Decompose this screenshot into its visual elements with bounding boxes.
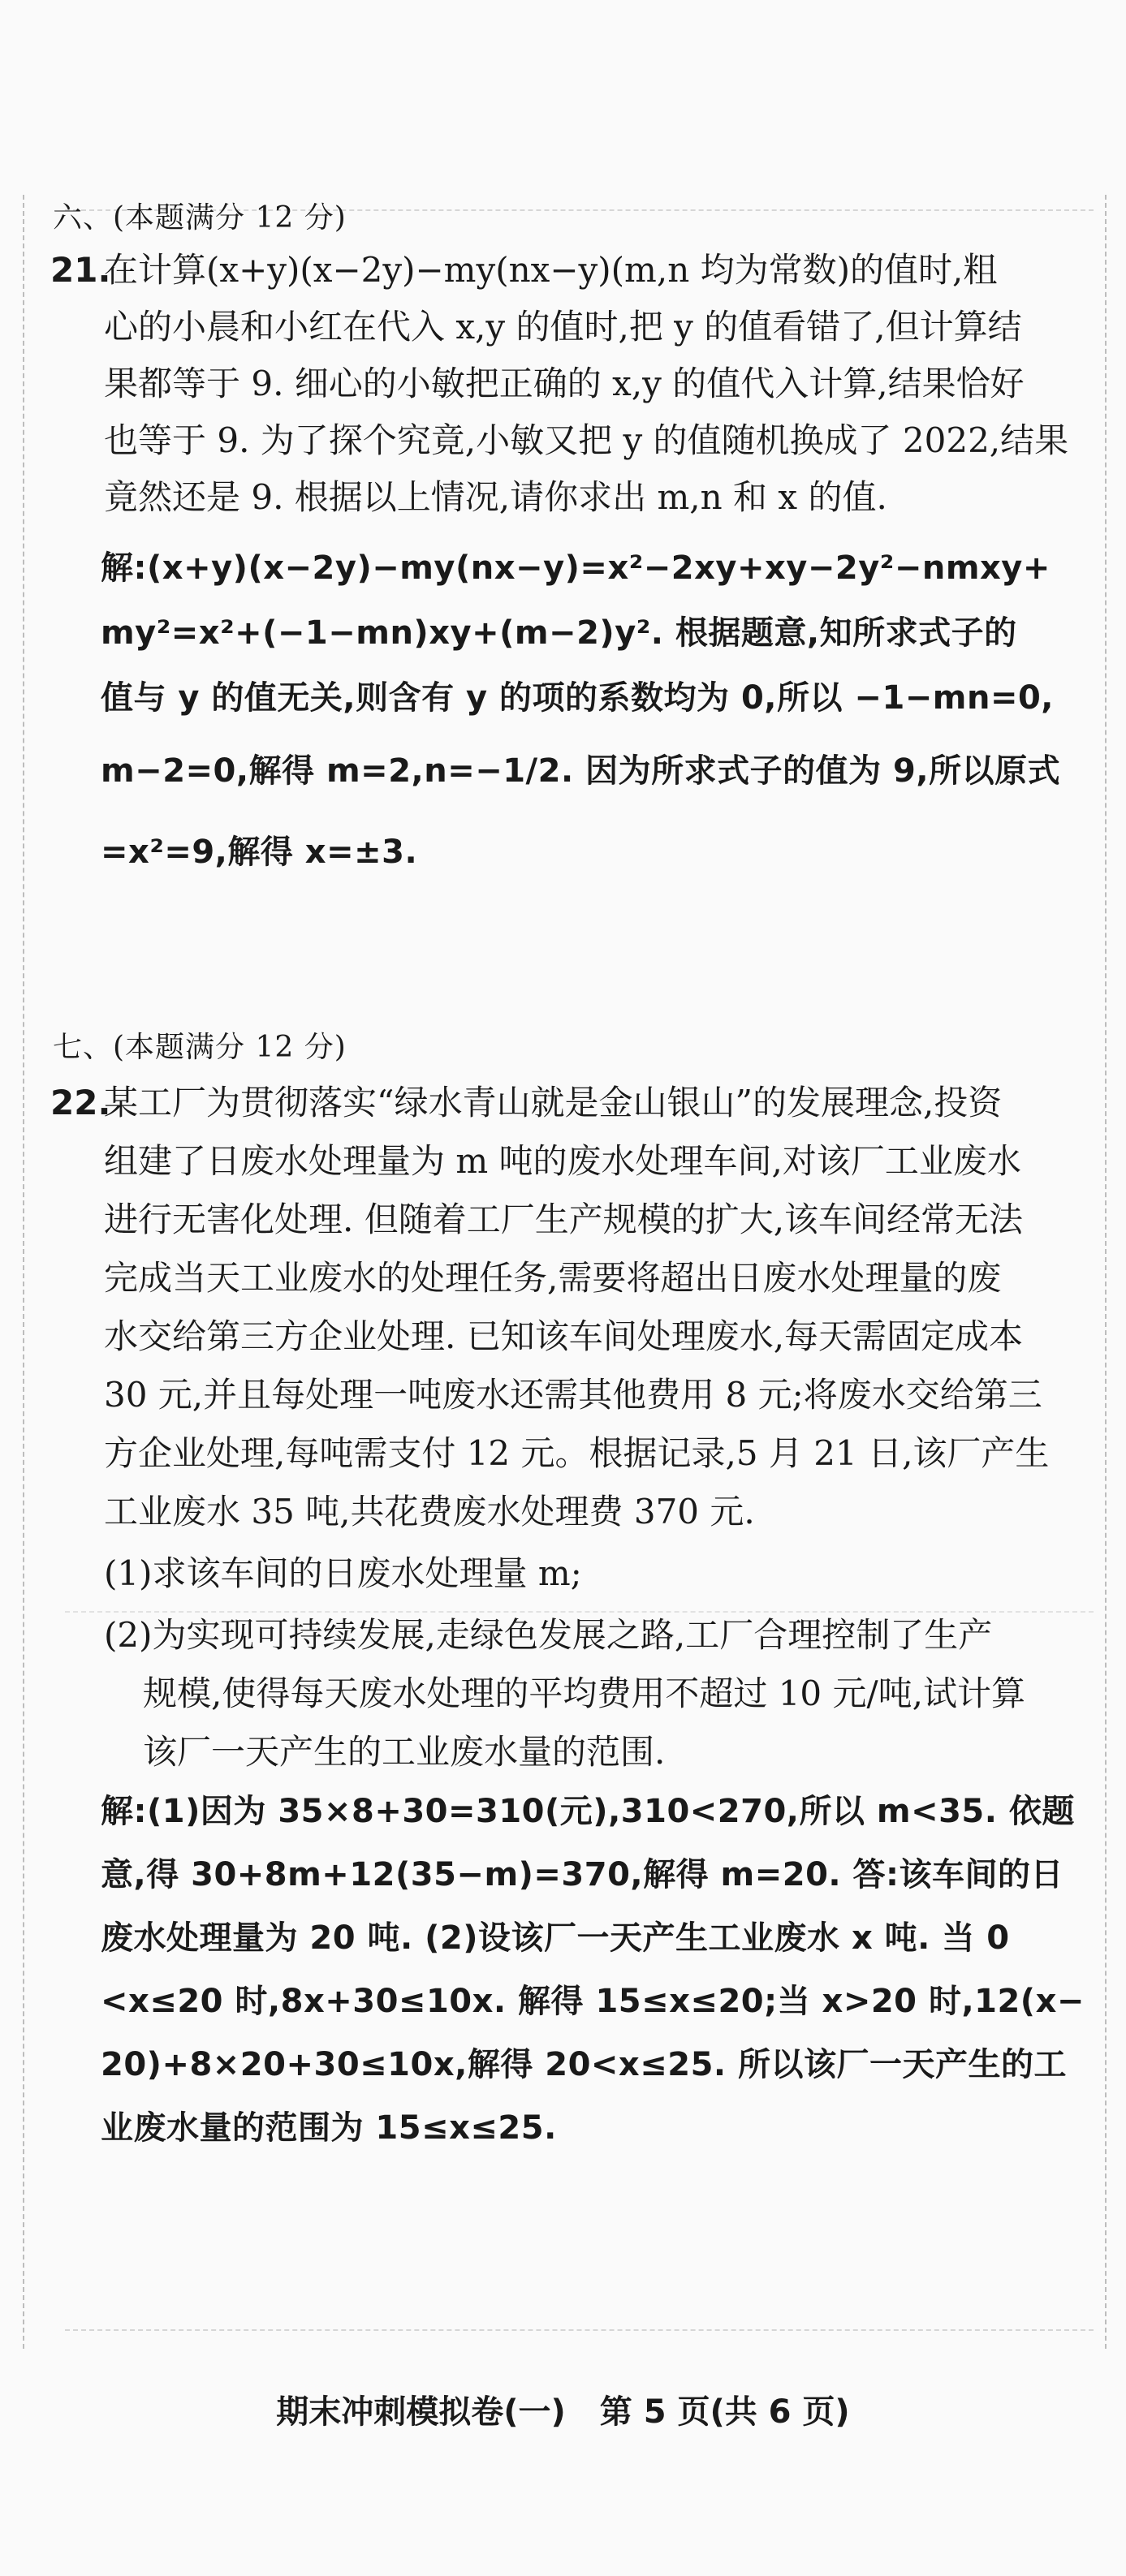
q22-solution-line-3: 废水处理量为 20 吨. (2)设该厂一天产生工业废水 x 吨. 当 0 <box>101 1919 1010 1957</box>
q21-solution-line-3: 值与 y 的值无关,则含有 y 的项的系数均为 0,所以 −1−mn=0, <box>101 679 1054 717</box>
q21-solution-line-1: 解:(x+y)(x−2y)−my(nx−y)=x²−2xy+xy−2y²−nmxy+ <box>101 549 1051 587</box>
q21-solution-line-2: my²=x²+(−1−mn)xy+(m−2)y². 根据题意,知所求式子的 <box>101 614 1017 652</box>
q22-solution-line-2: 意,得 30+8m+12(35−m)=370,解得 m=20. 答:该车间的日 <box>101 1856 1064 1893</box>
page-footer <box>0 2386 1126 2432</box>
q22-line-4: 完成当天工业废水的处理任务,需要将超出日废水处理量的废 <box>104 1258 1002 1298</box>
q22-line-5: 水交给第三方企业处理. 已知该车间处理废水,每天需固定成本 <box>104 1316 1024 1356</box>
q22-subquestion-2-line-2: 规模,使得每天废水处理的平均费用不超过 10 元/吨,试计算 <box>143 1674 1025 1713</box>
q22-solution-line-6: 业废水量的范围为 15≤x≤25. <box>101 2109 557 2147</box>
q22-subquestion-1: (1)求该车间的日废水处理量 m; <box>104 1553 582 1593</box>
question-number-22: 22. <box>50 1083 111 1122</box>
mid-dashed-divider <box>65 1611 1094 1613</box>
q22-line-7: 方企业处理,每吨需支付 12 元。根据记录,5 月 21 日,该厂产生 <box>104 1433 1050 1473</box>
q22-solution-line-5: 20)+8×20+30≤10x,解得 20<x≤25. 所以该厂一天产生的工 <box>101 2046 1068 2083</box>
q22-line-6: 30 元,并且每处理一吨废水还需其他费用 8 元;将废水交给第三 <box>104 1375 1042 1415</box>
q22-subquestion-2-line-1: (2)为实现可持续发展,走绿色发展之路,工厂合理控制了生产 <box>104 1615 993 1655</box>
q22-solution-line-4: <x≤20 时,8x+30≤10x. 解得 15≤x≤20;当 x>20 时,12(x− <box>101 1983 1085 2020</box>
q22-line-1: 某工厂为贯彻落实“绿水青山就是金山银山”的发展理念,投资 <box>104 1083 1003 1122</box>
q22-line-8: 工业废水 35 吨,共花费废水处理费 370 元. <box>104 1492 755 1531</box>
left-dashed-margin <box>23 195 24 2349</box>
section-header-7: 七、(本题满分 12 分) <box>53 1031 347 1064</box>
q22-solution-line-1: 解:(1)因为 35×8+30=310(元),310<270,所以 m<35. 依题 <box>101 1793 1075 1830</box>
exam-title: 期末冲刺模拟卷(一) <box>276 2393 566 2431</box>
q21-solution-line-4: m−2=0,解得 m=2,n=−1/2. 因为所求式子的值为 9,所以原式 <box>101 752 1061 790</box>
q21-line-2: 心的小晨和小红在代入 x,y 的值时,把 y 的值看错了,但计算结 <box>104 307 1022 347</box>
page-number: 第 5 页(共 6 页) <box>599 2393 850 2431</box>
q22-subquestion-2-line-3: 该厂一天产生的工业废水量的范围. <box>143 1732 666 1772</box>
q21-line-4: 也等于 9. 为了探个究竟,小敏又把 y 的值随机换成了 2022,结果 <box>104 420 1069 460</box>
q21-line-3: 果都等于 9. 细心的小敏把正确的 x,y 的值代入计算,结果恰好 <box>104 364 1025 403</box>
q21-solution-line-5: =x²=9,解得 x=±3. <box>101 834 418 871</box>
q21-line-1: 在计算(x+y)(x−2y)−my(nx−y)(m,n 均为常数)的值时,粗 <box>104 250 998 290</box>
q21-line-5: 竟然还是 9. 根据以上情况,请你求出 m,n 和 x 的值. <box>104 477 887 517</box>
section-header-6: 六、(本题满分 12 分) <box>53 201 347 235</box>
q22-line-3: 进行无害化处理. 但随着工厂生产规模的扩大,该车间经常无法 <box>104 1200 1024 1239</box>
right-dashed-margin <box>1105 195 1107 2349</box>
bottom-dashed-divider <box>65 2329 1094 2331</box>
q22-line-2: 组建了日废水处理量为 m 吨的废水处理车间,对该厂工业废水 <box>104 1141 1021 1181</box>
question-number-21: 21. <box>50 250 111 290</box>
